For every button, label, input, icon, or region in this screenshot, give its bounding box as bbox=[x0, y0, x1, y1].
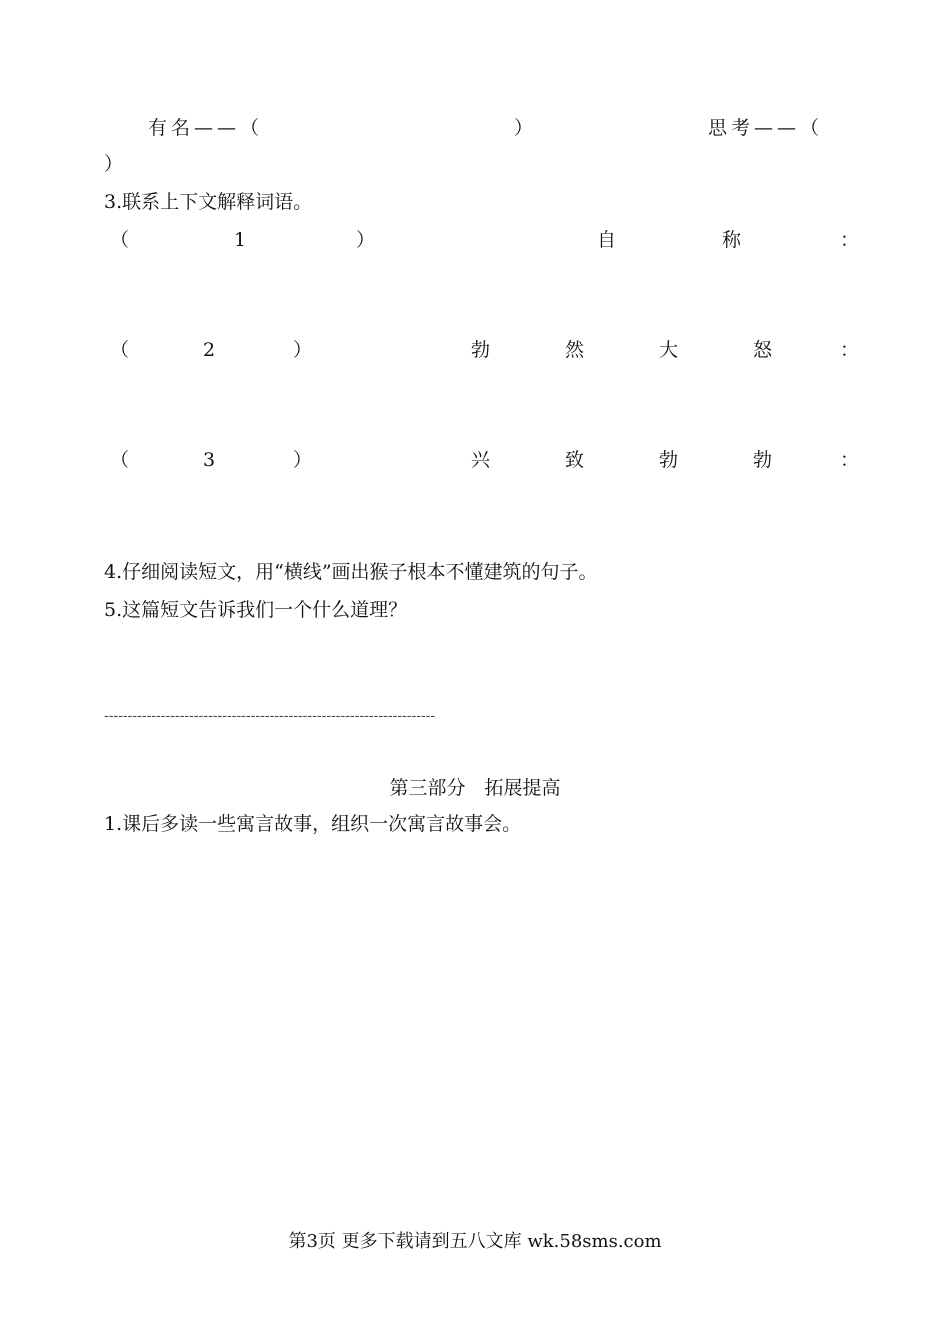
part3-heading: 第三部分 拓展提高 bbox=[389, 777, 561, 799]
q3-item-1 bbox=[0, 226, 950, 254]
q3-item-2-colon: ： bbox=[840, 339, 860, 361]
q3-item-2-char-1: 勃 bbox=[471, 339, 491, 361]
q3-prompt-line bbox=[0, 188, 950, 216]
q3-item-3-colon: ： bbox=[840, 449, 860, 471]
q3-item-1-char-1: 自 bbox=[597, 229, 617, 251]
answer-line: ---------------------------------------------------------------------- bbox=[104, 708, 436, 724]
q3-item-2-close: ） bbox=[293, 339, 313, 361]
q2-close1: ） bbox=[514, 117, 534, 139]
q3-item-3-open: （ bbox=[110, 449, 130, 471]
q3-prompt: 3.联系上下文解释词语。 bbox=[104, 191, 313, 213]
q3-item-3-char-3: 勃 bbox=[659, 449, 679, 471]
q2-line-wrap bbox=[0, 150, 950, 178]
q3-item-2 bbox=[0, 336, 950, 364]
q3-item-3-num: 3 bbox=[203, 449, 216, 471]
q2-word2: 思考——（ bbox=[708, 117, 824, 139]
q3-item-3 bbox=[0, 446, 950, 474]
q2-close2: ） bbox=[104, 153, 124, 175]
q3-item-2-char-3: 大 bbox=[659, 339, 679, 361]
q3-item-2-char-2: 然 bbox=[565, 339, 585, 361]
q3-item-3-close: ） bbox=[293, 449, 313, 471]
q3-item-3-char-4: 勃 bbox=[753, 449, 773, 471]
page-footer: 第3页 更多下载请到五八文库 wk.58sms.com bbox=[288, 1231, 662, 1252]
q4-line bbox=[0, 558, 950, 586]
q3-item-2-open: （ bbox=[110, 339, 130, 361]
q3-item-1-char-2: 称 bbox=[722, 229, 742, 251]
q3-item-3-char-2: 致 bbox=[565, 449, 585, 471]
q5-line bbox=[0, 596, 950, 624]
q5-text: 5.这篇短文告诉我们一个什么道理？ bbox=[104, 599, 408, 621]
part3-item-1: 1.课后多读一些寓言故事，组织一次寓言故事会。 bbox=[104, 813, 522, 835]
q3-item-1-close: ） bbox=[356, 229, 376, 251]
q3-item-3-char-1: 兴 bbox=[471, 449, 491, 471]
q3-item-1-colon: ： bbox=[840, 229, 860, 251]
q4-text: 4.仔细阅读短文，用“横线”画出猴子根本不懂建筑的句子。 bbox=[104, 561, 598, 583]
q3-item-1-open: （ bbox=[110, 229, 130, 251]
q3-item-1-num: 1 bbox=[234, 229, 247, 251]
q2-line bbox=[0, 114, 950, 142]
q3-item-2-num: 2 bbox=[203, 339, 216, 361]
q2-word1: 有名——（ bbox=[148, 117, 264, 139]
part3-item-1-line bbox=[0, 810, 950, 838]
q3-item-2-char-4: 怒 bbox=[753, 339, 773, 361]
